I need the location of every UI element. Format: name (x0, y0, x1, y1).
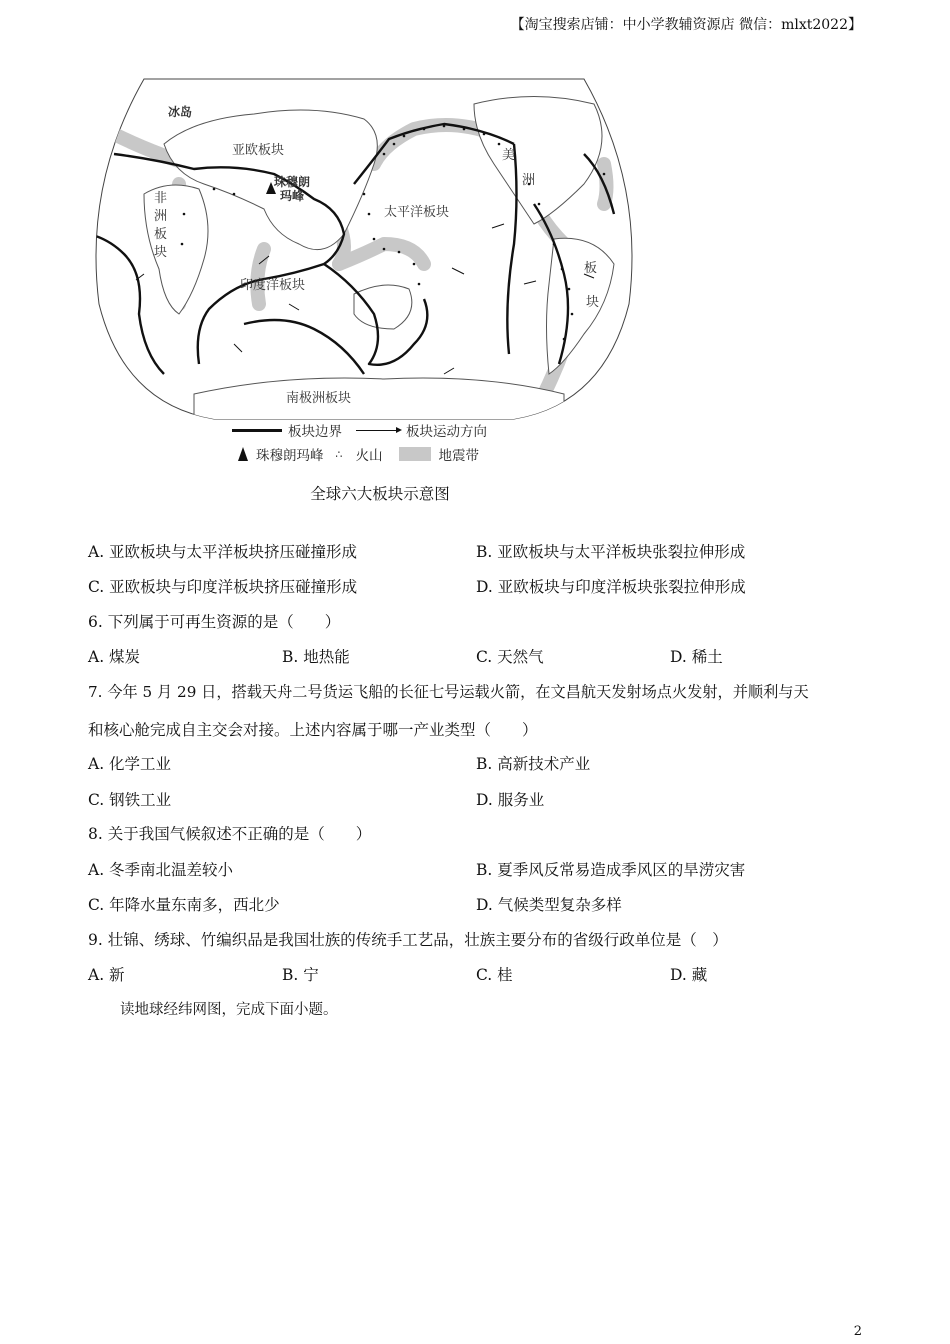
page-number: 2 (853, 1324, 862, 1339)
q8-option-c: C. 年降水量东南多，西北少 (88, 896, 280, 914)
arrow-swatch (356, 430, 400, 431)
everest-triangle-icon (238, 447, 248, 461)
map-legend (232, 418, 652, 466)
q7-stem-line1: 7. 今年 5 月 29 日，搭载天舟二号货运飞船的长征七号运载火箭，在文昌航天发射场点火发射，并顺利与天 (88, 683, 809, 701)
label-african-4: 块 (154, 245, 168, 260)
label-american-2: 洲 (522, 173, 536, 188)
legend-movement: 板块运动方向 (406, 424, 487, 440)
q9-option-a: A. 新 (88, 966, 125, 984)
label-antarctic: 南极洲板块 (286, 391, 352, 406)
label-pacific: 太平洋板块 (384, 205, 450, 220)
q5-option-d: D. 亚欧板块与印度洋板块张裂拉伸形成 (476, 578, 746, 596)
australia-outline (354, 285, 412, 329)
q5-option-a: A. 亚欧板块与太平洋板块挤压碰撞形成 (88, 543, 358, 561)
q6-option-a: A. 煤炭 (88, 648, 141, 666)
q9-option-d: D. 藏 (670, 966, 708, 984)
label-everest-2: 玛峰 (280, 189, 305, 203)
q7-option-d: D. 服务业 (476, 791, 545, 809)
legend-boundary: 板块边界 (288, 424, 342, 440)
seismic-swatch (399, 447, 431, 461)
q7-option-b: B. 高新技术产业 (476, 755, 591, 773)
legend-volcano: 火山 (355, 448, 383, 464)
q8-stem: 8. 关于我国气候叙述不正确的是（ ） (88, 825, 372, 843)
legend-everest: 珠穆朗玛峰 (256, 448, 324, 464)
label-african-1: 非 (154, 191, 168, 206)
q5-option-c: C. 亚欧板块与印度洋板块挤压碰撞形成 (88, 578, 358, 596)
boundary-swatch (232, 429, 282, 432)
q8-option-a: A. 冬季南北温差较小 (88, 861, 234, 879)
reading-prompt: 读地球经纬网图，完成下面小题。 (120, 1002, 338, 1018)
label-american-1: 美 (502, 148, 516, 163)
q6-option-c: C. 天然气 (476, 648, 544, 666)
page-header: 【淘宝搜索店铺：中小学教辅资源店 微信：mlxt2022】 (510, 17, 862, 33)
label-african-2: 洲 (154, 209, 168, 224)
label-iceland: 冰岛 (168, 105, 193, 119)
plate-map (84, 74, 644, 424)
q7-stem-line2: 和核心舱完成自主交会对接。上述内容属于哪一产业类型（ ） (88, 721, 538, 739)
q8-option-d: D. 气候类型复杂多样 (476, 896, 622, 914)
q6-option-d: D. 稀土 (670, 648, 723, 666)
q6-option-b: B. 地热能 (282, 648, 350, 666)
q9-stem: 9. 壮锦、绣球、竹编织品是我国壮族的传统手工艺品，壮族主要分布的省级行政单位是（ ） (88, 931, 728, 949)
label-african-3: 板 (154, 227, 168, 242)
q5-option-b: B. 亚欧板块与太平洋板块张裂拉伸形成 (476, 543, 746, 561)
label-eurasian: 亚欧板块 (232, 143, 285, 158)
q7-option-c: C. 钢铁工业 (88, 791, 172, 809)
q8-option-b: B. 夏季风反常易造成季风区的旱涝灾害 (476, 861, 746, 879)
figure-caption: 全球六大板块示意图 (310, 485, 450, 503)
volcano-icon: ∴ (335, 447, 342, 461)
label-indian-ocean: 印度洋板块 (240, 278, 306, 293)
label-american-4: 块 (586, 295, 600, 310)
legend-seismic: 地震带 (438, 448, 479, 464)
label-american-3: 板 (584, 261, 598, 276)
q7-option-a: A. 化学工业 (88, 755, 172, 773)
q6-stem: 6. 下列属于可再生资源的是（ ） (88, 613, 341, 631)
label-everest-1: 珠穆朗 (274, 175, 311, 189)
q9-option-b: B. 宁 (282, 966, 319, 984)
q9-option-c: C. 桂 (476, 966, 513, 984)
